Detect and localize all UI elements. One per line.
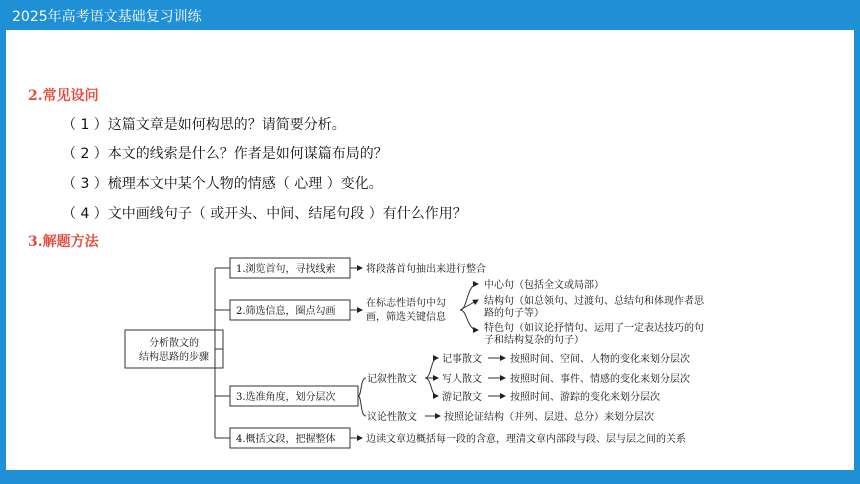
narrative-method-2: 按照时间、事件、情感的变化来划分层次 (510, 374, 690, 385)
question-3: （ 3 ）梳理本文中某个人物的情感（ 心理 ）变化。 (62, 176, 383, 192)
root-label-line1: 分析散文的 (149, 338, 199, 349)
narrative-method-3: 按照时间、游踪的变化来划分层次 (510, 392, 660, 403)
narrative-method-1: 按照时间、空间、人物的变化来划分层次 (510, 354, 690, 365)
question-2: （ 2 ）本文的线索是什么？作者是如何谋篇布局的？ (62, 146, 388, 162)
argumentative-label: 议论性散文 (367, 412, 417, 423)
step4-detail: 边读文章边概括每一段的含意，理清文章内部段与段、层与层之间的关系 (366, 434, 686, 445)
step2-detail-line1: 在标志性语句中勾 (366, 298, 446, 309)
narrative-type-1: 记事散文 (442, 354, 482, 365)
step2-item-feature-line2: 子和结构复杂的句子） (484, 335, 584, 346)
root-label-line2: 结构思路的步骤 (139, 352, 209, 363)
step1-label: 1.浏览首句，寻找线索 (236, 264, 336, 275)
header-title: 2025年高考语文基础复习训练 (12, 9, 202, 25)
step2-item-central: 中心句（包括全文或局部） (484, 280, 604, 291)
step2-item-structure-line2: 路的句子等） (484, 308, 544, 319)
step2-detail-line2: 画，筛选关键信息 (366, 312, 446, 323)
question-4: （ 4 ）文中画线句子（ 或开头、中间、结尾句段 ）有什么作用？ (62, 206, 467, 222)
narrative-type-2: 写人散文 (442, 374, 482, 385)
step1-detail: 将段落首句抽出来进行整合 (366, 264, 486, 275)
narrative-type-3: 游记散文 (442, 392, 482, 403)
step2-item-feature-line1: 特色句（如议论抒情句、运用了一定表达技巧的句 (484, 323, 704, 334)
section2-heading: 2.常见设问 (28, 88, 99, 104)
step4-label: 4.概括文段，把握整体 (236, 434, 336, 445)
argumentative-method: 按照论证结构（并列、层进、总分）来划分层次 (444, 412, 654, 423)
question-1: （ 1 ）这篇文章是如何构思的？请简要分析。 (62, 117, 346, 133)
step2-item-structure-line1: 结构句（如总领句、过渡句、总结句和体现作者思 (484, 296, 704, 307)
step2-label: 2.筛选信息，圈点勾画 (236, 306, 336, 317)
narrative-label: 记叙性散文 (367, 374, 417, 385)
section3-heading: 3.解题方法 (28, 234, 99, 250)
step3-label: 3.选准角度，划分层次 (236, 392, 336, 403)
